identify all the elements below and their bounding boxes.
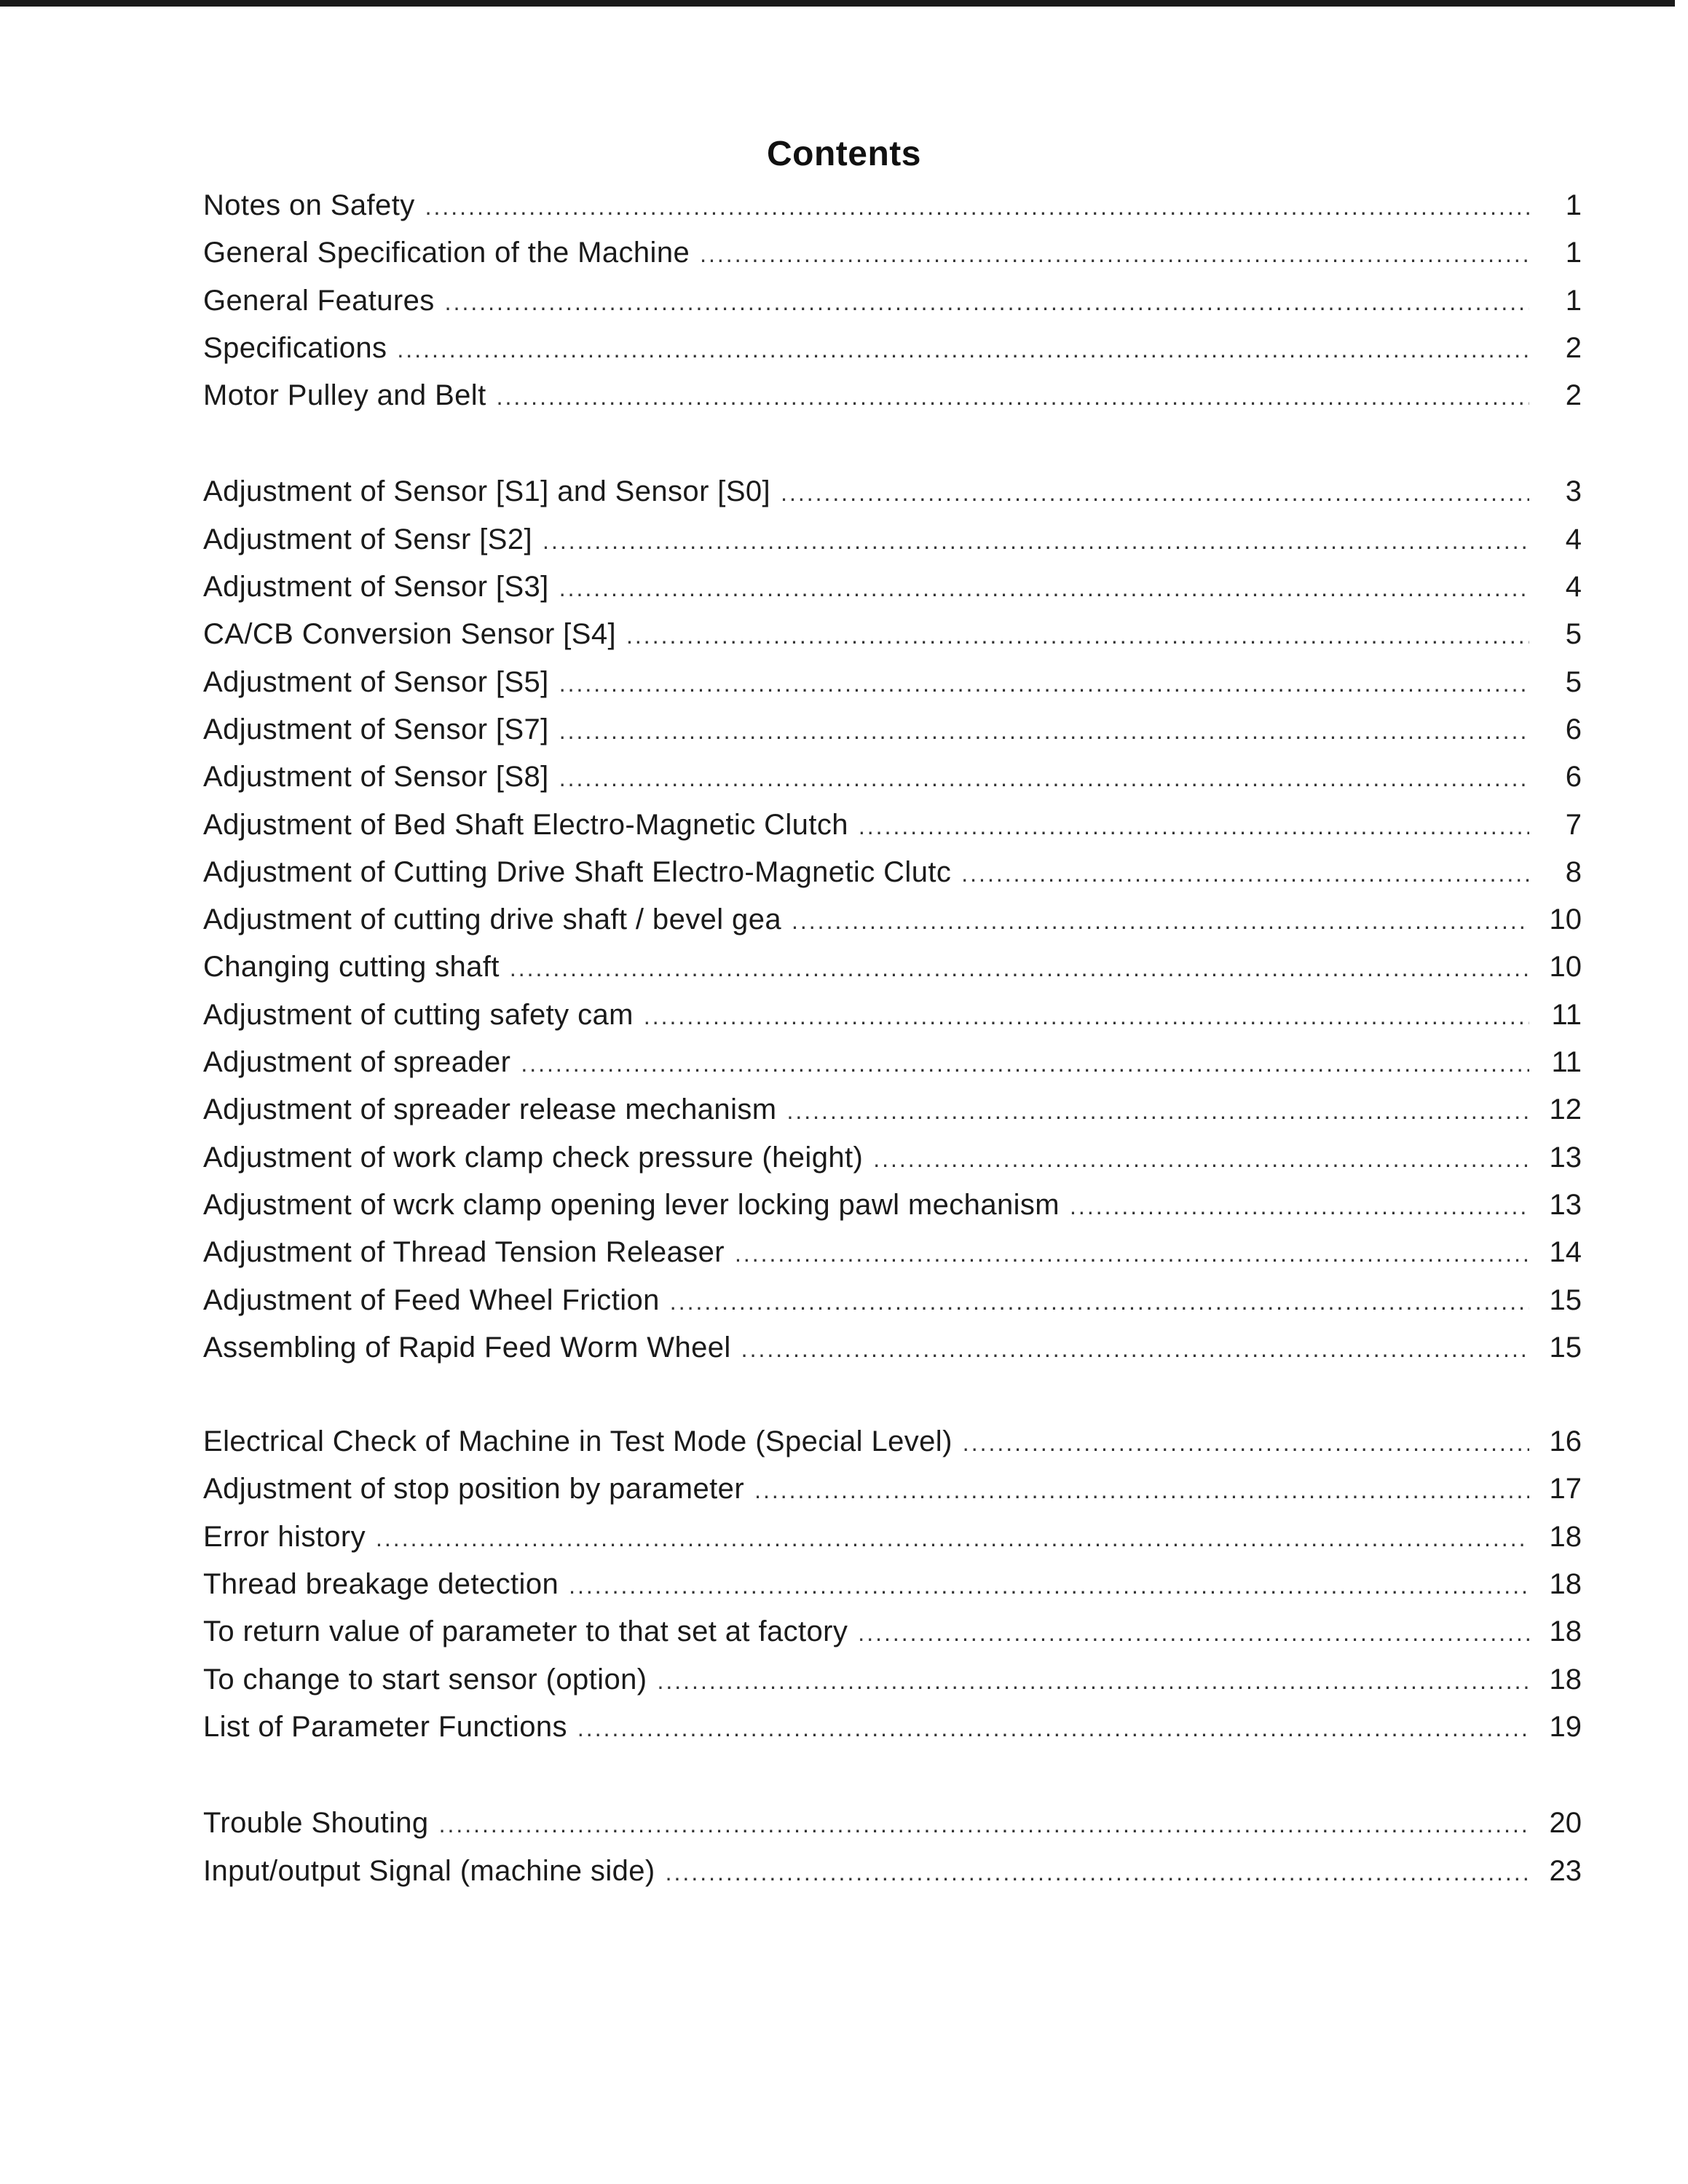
toc-entry-page-number: 4 — [1565, 571, 1582, 604]
toc-entry[interactable] — [203, 1418, 1582, 1465]
toc-dot-leader — [626, 612, 1529, 660]
toc-entry-page-number: 6 — [1565, 761, 1582, 794]
toc-dot-leader — [543, 518, 1529, 565]
toc-entry[interactable] — [203, 802, 1582, 849]
toc-entry[interactable] — [203, 1704, 1582, 1751]
toc-entry[interactable] — [203, 706, 1582, 753]
toc-entry-page-number: 1 — [1565, 237, 1582, 269]
toc-entry-page-number: 12 — [1549, 1093, 1582, 1126]
toc-entry[interactable] — [203, 849, 1582, 896]
toc-entry-title: Adjustment of Bed Shaft Electro-Magnetic Clutch — [203, 808, 848, 841]
toc-entry-page-number: 18 — [1549, 1568, 1582, 1601]
toc-entry-page-number: 17 — [1549, 1473, 1582, 1506]
toc-entry-page-number: 2 — [1565, 379, 1582, 412]
toc-entry-page-number: 20 — [1549, 1807, 1582, 1840]
toc-entry-title: Adjustment of Sensr [S2] — [203, 523, 533, 555]
toc-entry-page-number: 18 — [1549, 1615, 1582, 1648]
toc-dot-leader — [700, 231, 1529, 278]
toc-entry-page-number: 8 — [1565, 855, 1582, 888]
toc-entry-page-number: 15 — [1549, 1283, 1582, 1316]
toc-entry-title: CA/CB Conversion Sensor [S4] — [203, 618, 617, 651]
toc-dot-leader — [559, 755, 1529, 802]
toc-entry-title: Adjustment of Sensor [S7] — [203, 713, 549, 745]
toc-entry-title: Trouble Shouting — [203, 1807, 429, 1840]
toc-group — [203, 182, 1582, 419]
toc-entry-page-number: 19 — [1549, 1710, 1582, 1743]
toc-entry[interactable] — [203, 659, 1582, 706]
toc-dot-leader — [559, 660, 1529, 708]
toc-dot-leader — [670, 1278, 1529, 1326]
toc-entry-page-number: 14 — [1549, 1236, 1582, 1269]
toc-dot-leader — [376, 1515, 1529, 1562]
toc-entry[interactable] — [203, 943, 1582, 991]
toc-entry[interactable] — [203, 1182, 1582, 1229]
toc-entry-page-number: 23 — [1549, 1854, 1582, 1887]
toc-entry-title: General Features — [203, 284, 435, 317]
toc-dot-leader — [792, 898, 1529, 945]
toc-entry-page-number: 10 — [1549, 951, 1582, 984]
toc-entry[interactable] — [203, 1134, 1582, 1182]
toc-entry-title: Notes on Safety — [203, 189, 415, 221]
toc-entry[interactable] — [203, 229, 1582, 277]
toc-entry-title: Adjustment of stop position by parameter — [203, 1473, 745, 1506]
toc-entry-title: Adjustment of Sensor [S5] — [203, 665, 549, 698]
toc-entry[interactable] — [203, 1086, 1582, 1133]
toc-group — [203, 468, 1582, 1372]
toc-dot-leader — [439, 1801, 1529, 1848]
toc-entry[interactable] — [203, 1324, 1582, 1372]
toc-entry-page-number: 13 — [1549, 1188, 1582, 1221]
toc-entry-title: Adjustment of wcrk clamp opening lever locking pawl mechanism — [203, 1188, 1060, 1221]
toc-dot-leader — [666, 1849, 1529, 1896]
toc-entry-title: Adjustment of cutting safety cam — [203, 998, 634, 1031]
page-title: Contents — [767, 135, 921, 174]
toc-dot-leader — [569, 1562, 1529, 1610]
toc-entry-title: Adjustment of Sensor [S8] — [203, 761, 549, 794]
toc-entry-page-number: 13 — [1549, 1141, 1582, 1174]
toc-entry-page-number: 11 — [1551, 1046, 1582, 1079]
toc-entry-title: Electrical Check of Machine in Test Mode (Special Level) — [203, 1425, 953, 1458]
toc-dot-leader — [497, 373, 1529, 421]
toc-dot-leader — [961, 850, 1529, 898]
toc-entry-title: Specifications — [203, 331, 387, 364]
toc-entry-title: Adjustment of Thread Tension Releaser — [203, 1236, 725, 1269]
toc-entry[interactable] — [203, 1656, 1582, 1704]
toc-entry[interactable] — [203, 1608, 1582, 1655]
toc-entry-title: Assembling of Rapid Feed Worm Wheel — [203, 1331, 731, 1364]
toc-group — [203, 1418, 1582, 1751]
toc-entry-title: List of Parameter Functions — [203, 1710, 567, 1743]
toc-entry[interactable] — [203, 1848, 1582, 1895]
toc-entry[interactable] — [203, 277, 1582, 325]
toc-entry-title: Adjustment of Feed Wheel Friction — [203, 1283, 660, 1316]
toc-dot-leader — [559, 708, 1529, 755]
toc-dot-leader — [1070, 1183, 1529, 1230]
toc-dot-leader — [425, 183, 1529, 231]
toc-dot-leader — [786, 1088, 1529, 1135]
toc-dot-leader — [858, 1610, 1529, 1657]
toc-entry[interactable] — [203, 468, 1582, 515]
toc-entry-page-number: 7 — [1565, 808, 1582, 841]
toc-entry[interactable] — [203, 992, 1582, 1039]
toc-entry-title: Changing cutting shaft — [203, 951, 500, 984]
toc-entry-title: To change to start sensor (option) — [203, 1663, 647, 1696]
toc-entry-title: Adjustment of work clamp check pressure (height) — [203, 1141, 864, 1174]
toc-dot-leader — [445, 279, 1529, 326]
toc-dot-leader — [873, 1136, 1529, 1183]
toc-entry[interactable] — [203, 1277, 1582, 1324]
toc-dot-leader — [521, 1040, 1529, 1088]
toc-dot-leader — [510, 945, 1529, 992]
toc-entry-title: Adjustment of Sensor [S3] — [203, 571, 549, 604]
toc-entry-title: Error history — [203, 1520, 366, 1553]
toc-dot-leader — [741, 1326, 1529, 1373]
toc-entry-page-number: 1 — [1565, 189, 1582, 221]
toc-entry[interactable] — [203, 182, 1582, 229]
table-of-contents — [203, 182, 1582, 1895]
toc-dot-leader — [657, 1658, 1529, 1705]
toc-dot-leader — [735, 1230, 1529, 1278]
top-border-rule — [0, 0, 1675, 7]
toc-group-spacer — [203, 1372, 1582, 1418]
toc-entry[interactable] — [203, 896, 1582, 943]
toc-entry[interactable] — [203, 1514, 1582, 1561]
toc-entry[interactable] — [203, 325, 1582, 372]
toc-dot-leader — [397, 326, 1529, 373]
toc-entry[interactable] — [203, 1561, 1582, 1608]
toc-group-spacer — [203, 1751, 1582, 1800]
toc-entry-page-number: 16 — [1549, 1425, 1582, 1458]
toc-entry[interactable] — [203, 1800, 1582, 1847]
toc-dot-leader — [781, 470, 1529, 517]
toc-entry-page-number: 15 — [1549, 1331, 1582, 1364]
toc-entry-title: General Specification of the Machine — [203, 237, 690, 269]
toc-dot-leader — [859, 803, 1529, 850]
toc-group-spacer — [203, 419, 1582, 468]
toc-entry-page-number: 18 — [1549, 1520, 1582, 1553]
toc-entry-title: Input/output Signal (machine side) — [203, 1854, 655, 1887]
toc-entry-title: Adjustment of spreader release mechanism — [203, 1093, 777, 1126]
toc-entry[interactable] — [203, 1465, 1582, 1513]
toc-entry-page-number: 4 — [1565, 523, 1582, 555]
toc-dot-leader — [559, 565, 1529, 612]
toc-entry-title: Adjustment of cutting drive shaft / bevel gea — [203, 903, 781, 936]
toc-entry-title: To return value of parameter to that set at factory — [203, 1615, 848, 1648]
toc-entry-page-number: 5 — [1565, 665, 1582, 698]
toc-entry[interactable] — [203, 516, 1582, 563]
toc-entry-page-number: 2 — [1565, 331, 1582, 364]
toc-dot-leader — [963, 1420, 1529, 1467]
toc-entry-title: Adjustment of Cutting Drive Shaft Electro-Magnetic Clutc — [203, 855, 952, 888]
toc-group — [203, 1848, 1582, 1895]
toc-entry[interactable] — [203, 1039, 1582, 1086]
toc-entry[interactable] — [203, 372, 1582, 419]
toc-entry-page-number: 10 — [1549, 903, 1582, 936]
toc-group — [203, 1800, 1582, 1847]
toc-dot-leader — [577, 1705, 1529, 1752]
toc-dot-leader — [754, 1467, 1529, 1514]
toc-entry-title: Motor Pulley and Belt — [203, 379, 486, 412]
toc-entry[interactable] — [203, 753, 1582, 801]
toc-entry-page-number: 1 — [1565, 284, 1582, 317]
toc-entry-title: Thread breakage detection — [203, 1568, 559, 1601]
toc-entry-title: Adjustment of Sensor [S1] and Sensor [S0] — [203, 475, 771, 508]
toc-entry-page-number: 6 — [1565, 713, 1582, 745]
toc-entry-title: Adjustment of spreader — [203, 1046, 511, 1079]
toc-entry-page-number: 11 — [1551, 998, 1582, 1031]
toc-entry[interactable] — [203, 563, 1582, 611]
toc-entry[interactable] — [203, 611, 1582, 658]
toc-dot-leader — [644, 993, 1529, 1040]
toc-entry-page-number: 3 — [1565, 475, 1582, 508]
toc-entry[interactable] — [203, 1229, 1582, 1276]
toc-entry-page-number: 18 — [1549, 1663, 1582, 1696]
toc-entry-page-number: 5 — [1565, 618, 1582, 651]
